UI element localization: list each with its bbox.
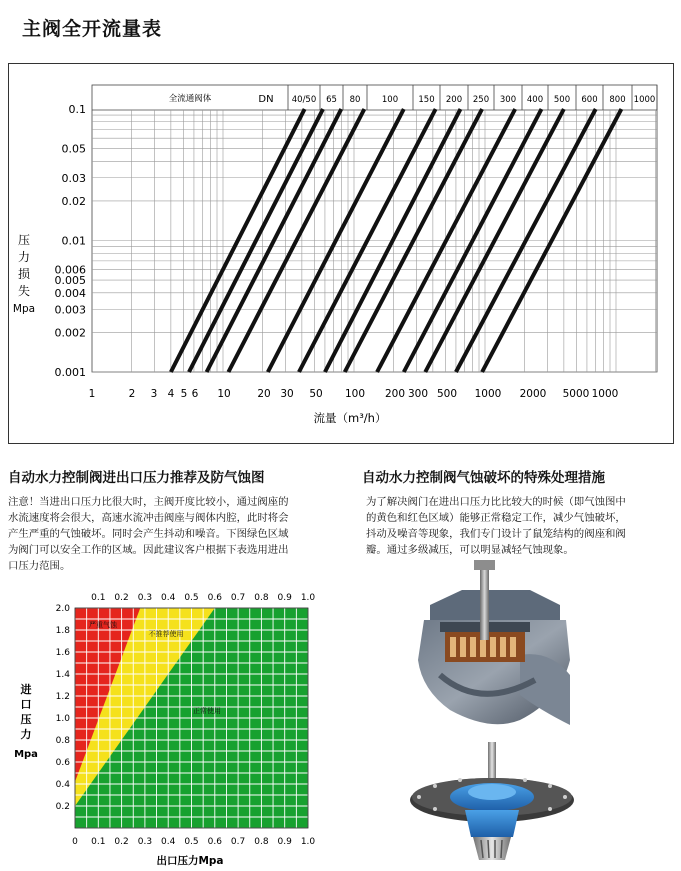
x-tick-label: 1.0 bbox=[300, 837, 316, 847]
y-axis-label-char: 进 bbox=[20, 683, 32, 696]
right-section-heading: 自动水力控制阀气蚀破坏的特殊处理措施 bbox=[362, 470, 605, 486]
text-line: 口压力范围。 bbox=[8, 560, 71, 572]
y-tick-label: 0.6 bbox=[55, 758, 70, 768]
y-tick-label: 0.01 bbox=[61, 234, 86, 248]
y-axis-label-char: 失 bbox=[17, 284, 31, 298]
x-tick-label: 0.7 bbox=[230, 837, 246, 847]
x-tick-label: 5000 bbox=[562, 388, 590, 400]
zone-severe-label: 严重气蚀 bbox=[89, 621, 117, 629]
x-tick-label: 0.5 bbox=[184, 837, 199, 847]
x-tick-label: 5 bbox=[180, 388, 188, 400]
dn-size-label: 65 bbox=[326, 95, 337, 105]
text-line: 为阀门可以安全工作的区域。因此建议客户根据下表选用进出 bbox=[8, 544, 289, 556]
y-tick-label: 0.006 bbox=[54, 263, 86, 277]
dn-size-label: 800 bbox=[609, 95, 626, 105]
x-tick-label: 0 bbox=[72, 837, 78, 847]
y-tick-label: 1.8 bbox=[55, 626, 70, 636]
x-tick-label: 1000 bbox=[591, 388, 619, 400]
x-tick-label: 1000 bbox=[474, 388, 502, 400]
x-tick-label: 2000 bbox=[519, 388, 547, 400]
y-tick-label: 0.1 bbox=[68, 103, 86, 116]
y-axis-label-char: 口 bbox=[20, 698, 32, 711]
x-tick-label: 100 bbox=[344, 388, 366, 400]
dn-size-label: 80 bbox=[349, 95, 361, 105]
dn-size-label: 500 bbox=[553, 95, 571, 105]
y-axis-label-char: 损 bbox=[17, 267, 31, 281]
y-axis-label-char: 力 bbox=[17, 250, 31, 264]
flow-header-dn: DN bbox=[258, 94, 274, 105]
y-tick-label: 2.0 bbox=[55, 604, 70, 614]
x-tick-label: 0.1 bbox=[91, 837, 106, 847]
x-tick-label: 3 bbox=[150, 388, 158, 400]
x-tick-label: 500 bbox=[436, 388, 458, 400]
y-tick-label: 0.005 bbox=[54, 274, 86, 288]
y-tick-label: 0.03 bbox=[61, 171, 86, 185]
text-line: 抖动及噪音等现象，我们专门设计了鼠笼结构的阀座和阀 bbox=[366, 528, 626, 540]
dn-size-label: 600 bbox=[581, 95, 598, 105]
top-tick-label: 0.9 bbox=[277, 593, 292, 603]
y-tick-label: 1.4 bbox=[55, 670, 70, 680]
dn-size-label: 250 bbox=[472, 95, 490, 105]
zone-normal-label: 正常使用 bbox=[193, 707, 221, 715]
y-tick-label: 0.02 bbox=[61, 194, 86, 208]
top-tick-label: 0.7 bbox=[230, 593, 246, 603]
top-tick-label: 0.6 bbox=[207, 593, 222, 603]
top-tick-label: 0.1 bbox=[91, 593, 106, 603]
dn-size-label: 200 bbox=[445, 95, 463, 105]
x-tick-label: 0.2 bbox=[114, 837, 129, 847]
x-tick-label: 0.6 bbox=[207, 837, 222, 847]
y-tick-label: 1.2 bbox=[55, 692, 70, 702]
y-axis-label-char: 压 bbox=[20, 713, 32, 726]
dn-size-label: 400 bbox=[526, 95, 544, 105]
top-tick-label: 0.2 bbox=[114, 593, 129, 603]
x-tick-label: 0.4 bbox=[161, 837, 176, 847]
text-line: 水流速度将会很大，高速水流冲击阀座与阀体内腔，此时将会 bbox=[8, 512, 289, 524]
dn-size-label: 100 bbox=[381, 95, 399, 105]
x-tick-label: 0.3 bbox=[137, 837, 153, 847]
y-axis-label-char: 压 bbox=[17, 233, 31, 247]
y-axis-unit: Mpa bbox=[12, 303, 36, 315]
top-tick-label: 1.0 bbox=[300, 593, 316, 603]
x-tick-label: 300 bbox=[407, 388, 429, 400]
text-line: 注意！当进出口压力比很大时，主阀开度比较小，通过阀座的 bbox=[8, 496, 289, 508]
y-tick-label: 0.2 bbox=[55, 802, 70, 812]
left-section-heading: 自动水力控制阀进出口压力推荐及防气蚀图 bbox=[8, 470, 265, 486]
x-tick-label: 2 bbox=[128, 388, 136, 400]
dn-size-label: 300 bbox=[499, 95, 517, 105]
x-tick-label: 10 bbox=[217, 388, 231, 400]
top-tick-label: 0.8 bbox=[254, 593, 269, 603]
right-section-text bbox=[366, 494, 626, 558]
y-axis-label-char: 力 bbox=[20, 728, 32, 741]
x-tick-label: 1 bbox=[88, 388, 96, 400]
x-tick-label: 30 bbox=[280, 388, 294, 400]
page-title: 主阀全开流量表 bbox=[22, 18, 163, 40]
y-tick-label: 0.004 bbox=[54, 286, 86, 300]
y-tick-label: 0.003 bbox=[54, 303, 86, 317]
left-section-text bbox=[8, 494, 289, 574]
top-tick-label: 0.3 bbox=[137, 593, 153, 603]
x-tick-label: 0.9 bbox=[277, 837, 292, 847]
top-tick-label: 0.4 bbox=[161, 593, 176, 603]
x-tick-label: 200 bbox=[384, 388, 406, 400]
text-line: 的黄色和红色区域）能够正常稳定工作，减少气蚀破坏， bbox=[366, 512, 626, 524]
y-tick-label: 0.4 bbox=[55, 780, 70, 790]
dn-size-label: 150 bbox=[418, 95, 435, 105]
cavitation-chart bbox=[0, 580, 340, 871]
x-tick-label: 50 bbox=[309, 388, 323, 400]
y-axis-unit: Mpa bbox=[14, 749, 38, 760]
zone-caution-label: 不推荐使用 bbox=[148, 630, 184, 638]
x-axis-label: 出口压力Mpa bbox=[156, 855, 224, 867]
text-line: 产生严重的气蚀破坏。同时会产生抖动和噪音。下图绿色区域 bbox=[8, 528, 289, 540]
x-tick-label: 20 bbox=[257, 388, 271, 400]
dn-size-label: 1000 bbox=[633, 95, 656, 105]
y-tick-label: 1.6 bbox=[55, 648, 70, 658]
x-tick-label: 0.8 bbox=[254, 837, 269, 847]
y-tick-label: 0.8 bbox=[55, 736, 70, 746]
flow-header-left: 全流通阀体 bbox=[168, 94, 212, 104]
valve-cutaway-image bbox=[410, 560, 575, 735]
x-tick-label: 6 bbox=[191, 388, 199, 400]
top-tick-label: 0.5 bbox=[184, 593, 199, 603]
text-line: 瓣。通过多级减压，可以明显减轻气蚀现象。 bbox=[366, 544, 574, 556]
y-tick-label: 0.05 bbox=[61, 142, 86, 156]
y-tick-label: 0.002 bbox=[54, 326, 86, 340]
text-line: 为了解决阀门在进出口压力比比较大的时候（即气蚀图中 bbox=[366, 496, 626, 508]
valve-disc-assembly-image bbox=[405, 742, 580, 867]
dn-size-label: 40/50 bbox=[291, 95, 317, 105]
x-axis-label: 流量（m³/h） bbox=[313, 411, 387, 425]
x-tick-label: 4 bbox=[167, 388, 175, 400]
y-tick-label: 0.001 bbox=[54, 366, 86, 379]
y-tick-label: 1.0 bbox=[55, 714, 70, 724]
